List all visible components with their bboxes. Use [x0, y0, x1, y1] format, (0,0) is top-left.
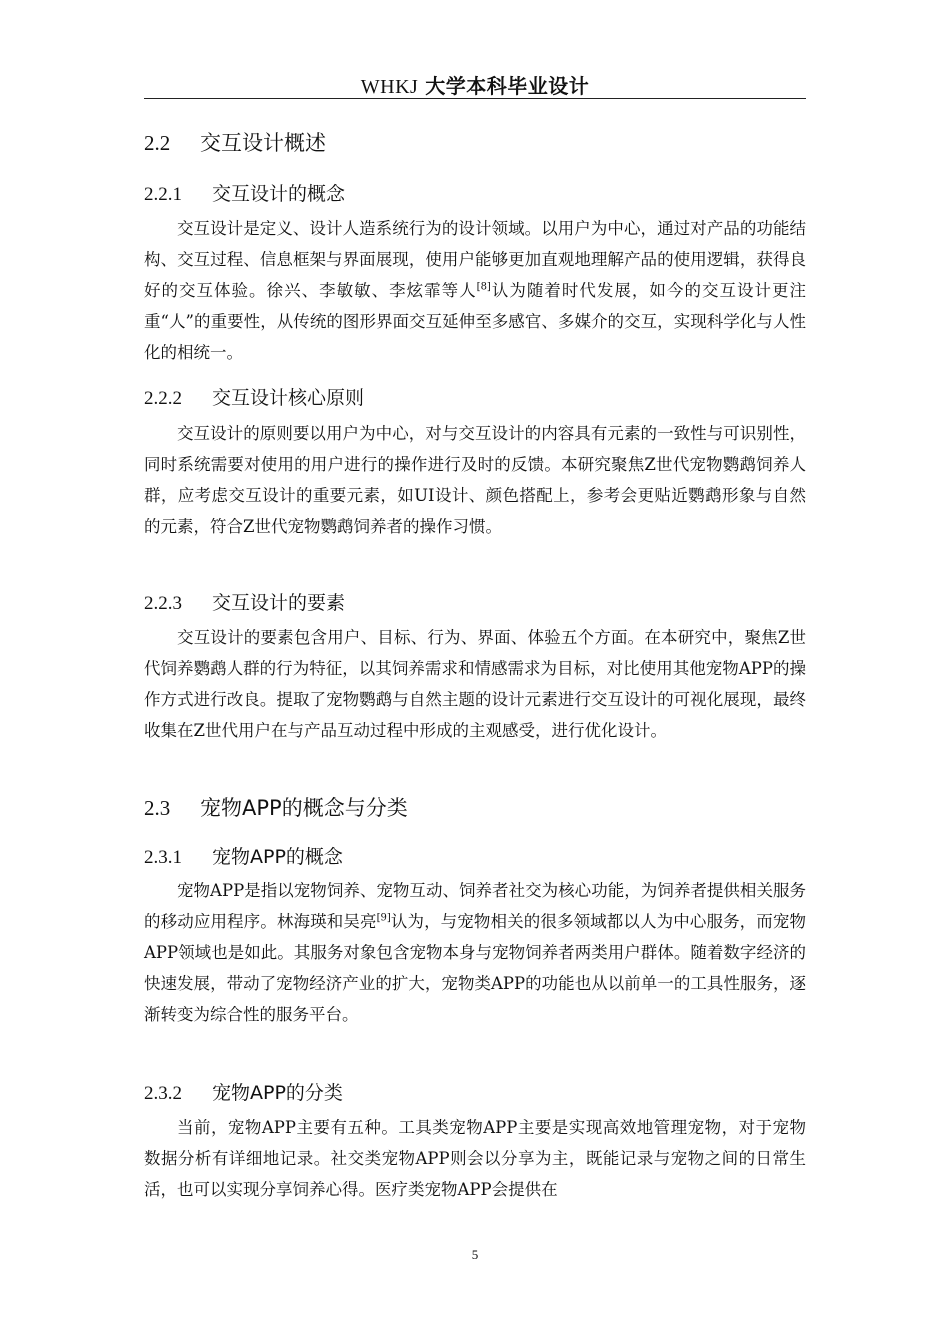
subsection-title: 宠物APP的概念: [212, 846, 343, 868]
section-number: 2.2: [144, 131, 171, 155]
paragraph-2-3-2: 当前，宠物APP主要有五种。工具类宠物APP主要是实现高效地管理宠物，对于宠物数据分析有详细地记录。社交类宠物APP则会以分享为主，既能记录与宠物之间的日常生活，也可以实现分享饲养心得。医疗类宠物APP会提供在: [144, 1118, 806, 1200]
subsection-title: 交互设计的要素: [212, 592, 346, 614]
subsection-number: 2.2.2: [144, 388, 182, 409]
paragraph-text: 认为，与宠物相关的很多领域都以人为中心服务，而宠物APP领域也是如此。其服务对象包含宠物本身与宠物饲养者两类用户群体。随着数字经济的快速发展，带动了宠物经济产业的扩大，宠物类APP的功能也从以前单一的工具性服务，逐渐转变为综合性的服务平台。: [144, 912, 807, 1025]
subsection-heading-2-2-1: [144, 179, 345, 206]
header-institution-code: WHKJ: [360, 76, 419, 98]
subsection-number: 2.3.2: [144, 1083, 182, 1104]
subsection-heading-2-3-1: [144, 842, 343, 869]
header-rule: [144, 98, 806, 99]
section-heading-2-3: [144, 792, 408, 822]
section-title: 宠物APP的概念与分类: [200, 796, 408, 820]
page-number: 5: [471, 1247, 479, 1262]
subsection-title: 宠物APP的分类: [212, 1082, 343, 1104]
subsection-number: 2.2.3: [144, 593, 182, 614]
subsection-title: 交互设计核心原则: [212, 387, 365, 409]
paragraph-2-2-2: 交互设计的原则要以用户为中心，对与交互设计的内容具有元素的一致性与可识别性，同时系统需要对使用的用户进行的操作进行及时的反馈。本研究聚焦Z世代宠物鹦鹉饲养人群，应考虑交互设计的重要元素，如UI设计、颜色搭配上，参考会更贴近鹦鹉形象与自然的元素，符合Z世代宠物鹦鹉饲养者的操作习惯。: [144, 424, 806, 537]
subsection-heading-2-2-2: [144, 383, 364, 410]
paragraph-2-3-1: [144, 875, 806, 1030]
paragraph-text: 认为随着时代发展，如今的交互设计更注重“人”的重要性，从传统的图形界面交互延伸至多感官、多媒介的交互，实现科学化与人性化的相统一。: [144, 281, 807, 363]
section-number: 2.3: [144, 796, 171, 820]
subsection-heading-2-2-3: [144, 588, 345, 615]
paragraph-2-2-3: 交互设计的要素包含用户、目标、行为、界面、体验五个方面。在本研究中，聚焦Z世代饲养鹦鹉人群的行为特征，以其饲养需求和情感需求为目标，对比使用其他宠物APP的操作方式进行改良。提取了宠物鹦鹉与自然主题的设计元素进行交互设计的可视化展现，最终收集在Z世代用户在与产品互动过程中形成的主观感受，进行优化设计。: [144, 628, 806, 741]
citation-8: [8]: [476, 281, 491, 293]
running-header: [144, 70, 806, 99]
paragraph-2-2-1: [144, 213, 806, 368]
paragraph-text: 交互设计是定义、设计人造系统行为的设计领域。以用户为中心，通过对产品的功能结构、交互过程、信息框架与界面展现，使用户能够更加直观地理解产品的使用逻辑，获得良好的交互体验。徐兴、李敏敏、李炫霏等人: [144, 219, 806, 301]
section-heading-2-2: [144, 127, 326, 157]
subsection-number: 2.2.1: [144, 184, 182, 205]
citation-9: [9]: [376, 912, 391, 924]
subsection-heading-2-3-2: [144, 1078, 343, 1105]
subsection-number: 2.3.1: [144, 847, 182, 868]
section-title: 交互设计概述: [200, 131, 326, 155]
subsection-title: 交互设计的概念: [212, 183, 346, 205]
paragraph-text: 宠物APP是指以宠物饲养、宠物互动、饲养者社交为核心功能，为饲养者提供相关服务的移动应用程序。林海瑛和吴亮: [144, 881, 806, 932]
header-title: 大学本科毕业设计: [425, 74, 590, 98]
